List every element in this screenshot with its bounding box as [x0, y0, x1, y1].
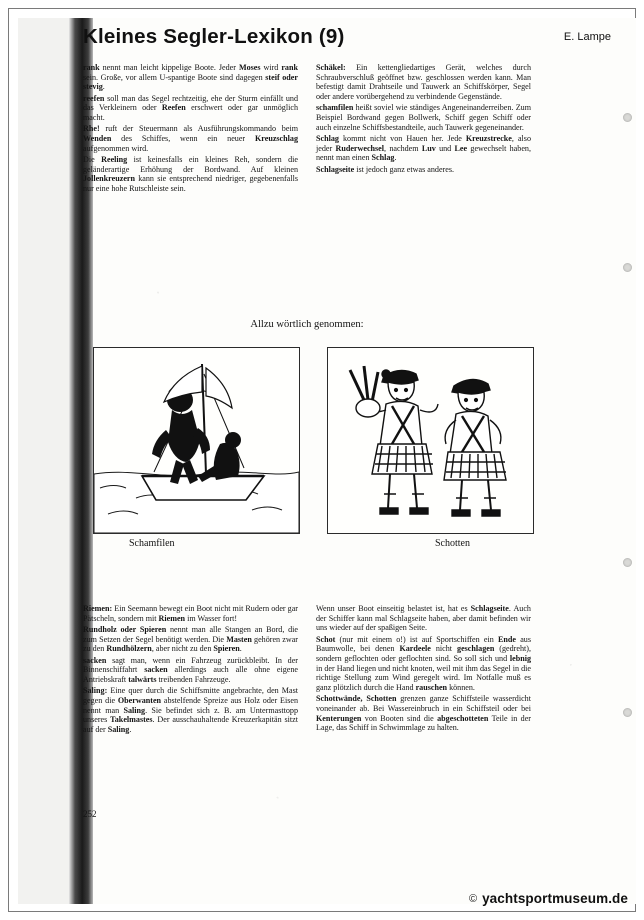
lexicon-entry: schamfilen heißt soviel wie ständiges Angeneinanderreiben. Zum Beispiel Bordwand gegen Bollwerk, Schiff gegen Schiff oder auch einzelne Schiffsbestandteile, auch Tauwerk gegeneinander.	[316, 103, 531, 132]
article-header	[83, 25, 617, 57]
scotsmen-in-kilts-drawing	[328, 348, 533, 533]
lexicon-entry: Schlagseite ist jedoch ganz etwas anderes.	[316, 164, 455, 174]
sailor-chafing-drawing	[94, 348, 299, 533]
text-column-right-bottom	[316, 604, 531, 735]
lexicon-entry: reefen soll man das Segel rechtzeitig, ehe der Sturm einfällt und das Verkleinern oder Reefen erschwert oder gar unmöglich macht.	[83, 93, 298, 123]
lexicon-entry: Schottwände, Schotten grenzen ganze Schiffsteile wasserdicht voneinander ab. Bei Wassereinbruch in ein Schiffsteil oder bei Kenterungen von Booten sind die abgeschotteten Teile in der Lage, das Schiff in Schwimmlage zu halten.	[316, 694, 531, 733]
site-name: yachtsportmuseum.de	[482, 891, 628, 906]
illustration-schamfilen	[93, 347, 300, 534]
lexicon-entry: Saling: Eine quer durch die Schiffsmitte angebrachte, den Mast gegen die Oberwanten abstelfende Spreize aus Holz oder Eisen nennt man Saling. Sie befindet sich z. B. am Untermasttopp unseres Takelmastes. Der ausschauhaltende Kreuzerkapitän sitzt auf der Saling.	[83, 686, 298, 734]
lexicon-entry: Rundholz oder Spieren nennt man alle Stangen an Bord, die zum Setzen der Segel benötigt werden. Die Masten gehören zwar zu den Rundhölzern, aber nicht zu den Spieren.	[83, 624, 299, 654]
page-title: Kleines Segler-Lexikon (9)	[83, 25, 345, 48]
watermark-footer	[469, 891, 628, 906]
punch-hole-mark	[623, 558, 632, 567]
lexicon-entry: Riemen: Ein Seemann bewegt ein Boot nicht mit Rudern oder gar Pätscheln, sondern mit Riemen im Wasser fort!	[83, 604, 298, 623]
lexicon-entry: Die Reeling ist keinesfalls ein kleines Reh, sondern die geländerartige Erhöhung der Bordwand. Auf kleinen Jollenkreuzern kann sie entsprechend niedriger, gegebenenfalls nur eine hohe Rutschleiste sein.	[83, 154, 298, 193]
lexicon-entry: Rhe! ruft der Steuermann als Ausführungskommando beim Wenden des Schiffes, wenn ein neuer Kreuzschlag aufgenommen wird.	[83, 124, 298, 153]
punch-hole-mark	[623, 708, 632, 717]
illustration-schotten	[327, 347, 534, 534]
lexicon-entry: Schot (nur mit einem o!) ist auf Sportschiffen ein Ende aus Baumwolle, bei denen Kardeele nicht geschlagen (gedreht), sondern geflochten oder geflochten sind. So soll sich und lebnig in der Hand liegen und nicht knoten, weil mit ihm das Segel in die richtige Stellung zum Wind geregelt wird. Im Notfalle muß es ganz plötzlich durch die Hand rauschen können.	[316, 634, 531, 693]
lexicon-entry: Schäkel: Ein kettengliedartiges Gerät, welches durch Schraubverschluß geöffnet bzw. geschlossen werden kann. Man befestigt damit Drahtseile und Tauwerk an Schiffskörper, Segel oder andere vorübergehend zu verbindende Gegenstände.	[316, 63, 531, 102]
copyright-icon: ©	[468, 892, 478, 905]
punch-hole-mark	[623, 113, 632, 122]
illustration-section-heading: Allzu wörtlich genommen:	[250, 319, 364, 330]
text-column-right-top	[316, 63, 531, 176]
punch-hole-mark	[623, 263, 632, 272]
page-number: 252	[83, 809, 97, 819]
illustration-caption-schamfilen: Schamfilen	[129, 538, 175, 549]
author-name: E. Lampe	[563, 31, 611, 43]
lexicon-entry: rank nennt man leicht kippelige Boote. Jeder Moses wird rank sein. Große, vor allem U-spantige Boote sind dagegen steif oder stevig.	[83, 63, 298, 92]
text-column-left-bottom	[83, 604, 298, 736]
lexicon-entry: sacken sagt man, wenn ein Fahrzeug zurückbleibt. In der Binnenschiffahrt sacken allerdings auch alle ohne eigene Antriebskraft talwärts treibenden Fahrzeuge.	[83, 655, 298, 684]
illustration-caption-schotten: Schotten	[435, 538, 470, 549]
lexicon-entry: Schlag kommt nicht von Hauen her. Jede Kreuzstrecke, also jeder Ruderwechsel, nachdem Luv und Lee gewechselt haben, nennt man einen Schlag.	[316, 133, 531, 163]
lexicon-entry: Wenn unser Boot einseitig belastet ist, hat es Schlagseite. Auch der Schiffer kann mal Schlagseite haben, aber damit befinden wir uns wieder auf der spaßigen Seite.	[316, 604, 531, 633]
scanned-page-frame	[8, 8, 636, 912]
text-column-left-top	[83, 63, 298, 195]
book-gutter-outer	[18, 18, 70, 904]
